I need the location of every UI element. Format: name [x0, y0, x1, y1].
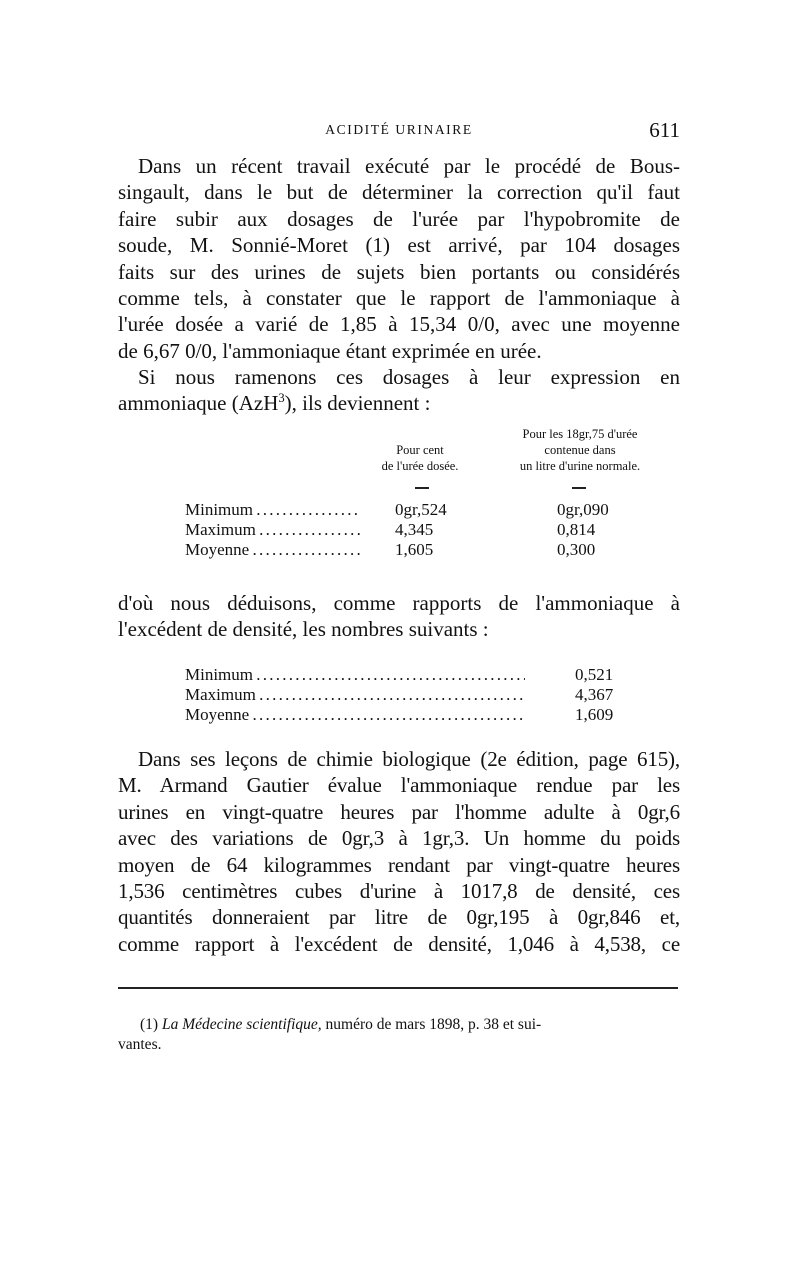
table-row: [185, 665, 635, 685]
text-line: l'excédent de densité, les nombres suivants :: [118, 617, 489, 642]
text-line: de 6,67 0/0, l'ammoniaque étant exprimée en urée.: [118, 338, 542, 363]
text-line: moyen de 64 kilogrammes rendant par vingt-quatre heures: [118, 852, 680, 877]
footnote-journal: La Médecine scientifique,: [161, 1016, 322, 1033]
cell-per-litre: 0gr,090: [557, 500, 609, 519]
text-line: singault, dans le but de déterminer la correction qu'il faut: [118, 180, 680, 205]
text-line: Si nous ramenons ces dosages à leur expression en: [138, 365, 680, 389]
cell-per-litre: 0,300: [557, 540, 596, 559]
text-line: M. Armand Gautier évalue l'ammoniaque rendue par les: [118, 773, 680, 798]
table-row: [185, 540, 685, 560]
footnote-continuation: vantes.: [118, 1036, 162, 1053]
header-line: Pour les 18gr,75 d'urée: [522, 427, 638, 441]
text-line: [118, 390, 680, 416]
row-label: Maximum . . .: [185, 685, 525, 705]
text-fragment: ), ils deviennent :: [284, 391, 431, 416]
text-line: d'où nous déduisons, comme rapports de l'ammoniaque à: [118, 591, 680, 615]
text-line: avec des variations de 0gr,3 à 1gr,3. Un homme du poids: [118, 826, 680, 851]
header-line: un litre d'urine normale.: [519, 459, 641, 473]
superscript: 3: [278, 391, 285, 406]
footnote-rule: [118, 987, 678, 989]
table-row: [185, 500, 685, 520]
column-dash: [415, 487, 429, 489]
row-value: 4,367: [575, 685, 614, 704]
header-line: de l'urée dosée.: [381, 459, 459, 473]
row-value: 1,609: [575, 705, 614, 724]
paragraph-4: [118, 746, 680, 957]
row-label: Minimum . . .: [185, 665, 525, 685]
table-row: [185, 520, 685, 540]
table1-col2-header: [490, 426, 670, 474]
row-label: Moyenne . . .: [185, 540, 360, 560]
text-line: quantités donneraient par litre de 0gr,195 à 0gr,846 et,: [118, 905, 680, 930]
table1-col1-header: [355, 442, 485, 474]
page-number: 611: [649, 118, 680, 142]
text-line: comme rapport à l'excédent de densité, 1,046 à 4,538, ce: [118, 931, 680, 956]
paragraph-2: [118, 364, 680, 417]
text-line: l'urée dosée a varié de 1,85 à 15,34 0/0, avec une moyenne: [118, 312, 680, 337]
cell-per-litre: 0,814: [557, 520, 596, 539]
header-line: Pour cent: [396, 443, 444, 457]
cell-percent: 4,345: [395, 520, 434, 539]
text-line: Dans un récent travail exécuté par le procédé de Bous-: [138, 154, 680, 178]
column-dash: [572, 487, 586, 489]
text-line: urines en vingt-quatre heures par l'homme adulte à 0gr,6: [118, 799, 680, 824]
table-2: [185, 665, 635, 725]
table-row: [185, 705, 635, 725]
cell-percent: 1,605: [395, 540, 434, 559]
row-label: Maximum . . .: [185, 520, 360, 540]
footnote-text: numéro de mars 1898, p. 38 et sui-: [321, 1016, 542, 1033]
table-1: [185, 500, 685, 560]
header-line: contenue dans: [544, 443, 616, 457]
text-line: soude, M. Sonnié-Moret (1) est arrivé, par 104 dosages: [118, 233, 680, 258]
text-line: comme tels, à constater que le rapport de l'ammoniaque à: [118, 286, 680, 311]
text-line: Dans ses leçons de chimie biologique (2e édition, page 615),: [138, 747, 680, 771]
paragraph-3: [118, 590, 680, 643]
paragraph-1: [118, 153, 680, 364]
row-value: 0,521: [575, 665, 614, 684]
text-line: faire subir aux dosages de l'urée par l'hypobromite de: [118, 206, 680, 231]
text-line: faits sur des urines de sujets bien portants ou considérés: [118, 259, 680, 284]
table-row: [185, 685, 635, 705]
footnote: [118, 1015, 680, 1055]
row-label: Moyenne . . .: [185, 705, 525, 725]
text-line: 1,536 centimètres cubes d'urine à 1017,8 de densité, ces: [118, 879, 680, 904]
cell-percent: 0gr,524: [395, 500, 447, 519]
row-label: Minimum . . .: [185, 500, 360, 520]
running-head: [118, 118, 680, 142]
text-fragment: ammoniaque (AzH: [118, 391, 279, 416]
footnote-marker: (1): [140, 1016, 159, 1033]
running-title: ACIDITÉ URINAIRE: [325, 122, 473, 137]
